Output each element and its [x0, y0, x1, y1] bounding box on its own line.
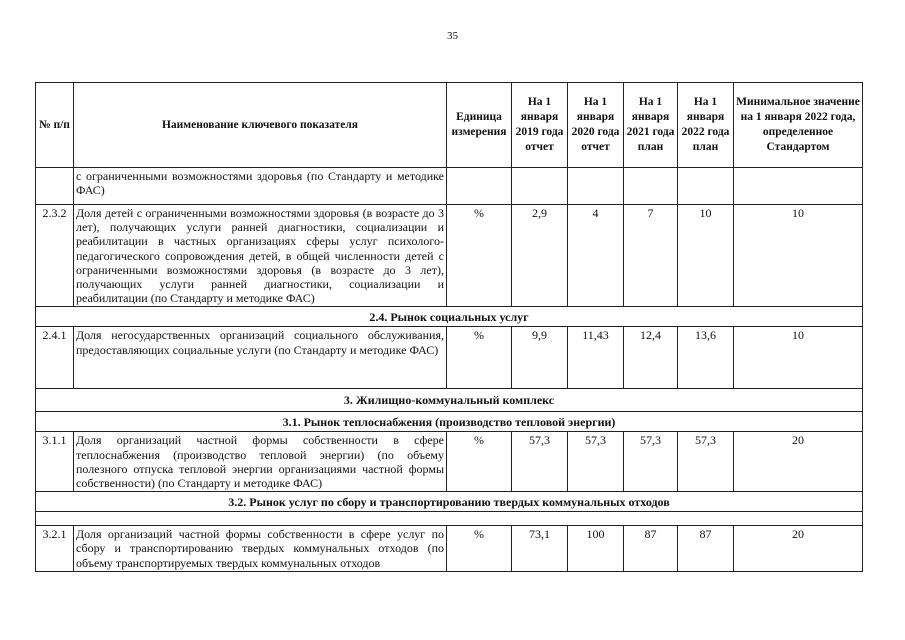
- header-2021: На 1 января 2021 года план: [624, 83, 678, 168]
- header-2019: На 1 января 2019 года отчет: [512, 83, 568, 168]
- cell-2022: 87: [678, 526, 734, 572]
- section-row-3-2: [36, 492, 863, 512]
- cell-unit: [447, 168, 512, 205]
- header-name: Наименование ключевого показателя: [74, 83, 447, 168]
- cell-2021: 12,4: [624, 327, 678, 389]
- section-row-3-1: [36, 412, 863, 432]
- table-row-3-1-1: [36, 432, 863, 492]
- table-row-continuation: [36, 168, 863, 205]
- cell-min: [734, 168, 863, 205]
- table-row-3-2-1: [36, 526, 863, 572]
- page-number: 35: [447, 30, 458, 42]
- header-num: № п/п: [36, 83, 74, 168]
- cell-2022: 10: [678, 205, 734, 307]
- cell-name: Доля организаций частной формы собственности в сфере теплоснабжения (производство тепловой энергии) (по объему полезного отпуска тепловой энергии организациями частной формы собственности) (по Стандарту и методике ФАС): [74, 432, 447, 492]
- cell-unit: %: [447, 327, 512, 389]
- cell-unit: %: [447, 432, 512, 492]
- section-title: 3.2. Рынок услуг по сбору и транспортированию твердых коммунальных отходов: [36, 492, 863, 512]
- spacer-cell: [36, 512, 863, 526]
- cell-2019: 9,9: [512, 327, 568, 389]
- cell-num: 2.4.1: [36, 327, 74, 389]
- cell-unit: %: [447, 205, 512, 307]
- cell-2022: 57,3: [678, 432, 734, 492]
- cell-num: 2.3.2: [36, 205, 74, 307]
- indicators-table: [35, 82, 863, 572]
- cell-2021: 7: [624, 205, 678, 307]
- section-title: 3.1. Рынок теплоснабжения (производство тепловой энергии): [36, 412, 863, 432]
- cell-name: с ограниченными возможностями здоровья (по Стандарту и методике ФАС): [74, 168, 447, 205]
- section-title: 3. Жилищно-коммунальный комплекс: [36, 389, 863, 412]
- cell-2019: 57,3: [512, 432, 568, 492]
- header-unit: Единица измерения: [447, 83, 512, 168]
- header-2020: На 1 января 2020 года отчет: [568, 83, 624, 168]
- cell-2020: 11,43: [568, 327, 624, 389]
- cell-2022: [678, 168, 734, 205]
- cell-min: 20: [734, 432, 863, 492]
- header-2022: На 1 января 2022 года план: [678, 83, 734, 168]
- cell-2020: 57,3: [568, 432, 624, 492]
- table-header-row: [36, 83, 863, 168]
- table-row-2-3-2: [36, 205, 863, 307]
- cell-num: 3.1.1: [36, 432, 74, 492]
- cell-2020: [568, 168, 624, 205]
- cell-2019: [512, 168, 568, 205]
- cell-min: 20: [734, 526, 863, 572]
- cell-2022: 13,6: [678, 327, 734, 389]
- cell-2019: 2,9: [512, 205, 568, 307]
- table-row-2-4-1: [36, 327, 863, 389]
- cell-2020: 100: [568, 526, 624, 572]
- cell-name: Доля негосударственных организаций социального обслуживания, предоставляющих социальные услуги (по Стандарту и методике ФАС): [74, 327, 447, 389]
- cell-2021: 87: [624, 526, 678, 572]
- spacer-row: [36, 512, 863, 526]
- cell-num: 3.2.1: [36, 526, 74, 572]
- cell-unit: %: [447, 526, 512, 572]
- section-title: 2.4. Рынок социальных услуг: [36, 307, 863, 327]
- cell-2021: 57,3: [624, 432, 678, 492]
- cell-2021: [624, 168, 678, 205]
- cell-num: [36, 168, 74, 205]
- cell-2019: 73,1: [512, 526, 568, 572]
- header-min: Минимальное значение на 1 января 2022 года, определенное Стандартом: [734, 83, 863, 168]
- cell-2020: 4: [568, 205, 624, 307]
- cell-min: 10: [734, 327, 863, 389]
- section-row-2-4: [36, 307, 863, 327]
- section-row-3: [36, 389, 863, 412]
- cell-name: Доля детей с ограниченными возможностями здоровья (в возрасте до 3 лет), получающих услуги ранней диагностики, социализации и реабилитации в частных организациях сферы услуг психолого-педагогического сопровождения детей, в общей численности детей с ограниченными возможностями здоровья (в возрасте до 3 лет), получающих услуги ранней диагностики, социализации и реабилитации (по Стандарту и методике ФАС): [74, 205, 447, 307]
- cell-min: 10: [734, 205, 863, 307]
- cell-name: Доля организаций частной формы собственности в сфере услуг по сбору и транспортированию твердых коммунальных отходов (по объему транспортируемых твердых коммунальных отходов: [74, 526, 447, 572]
